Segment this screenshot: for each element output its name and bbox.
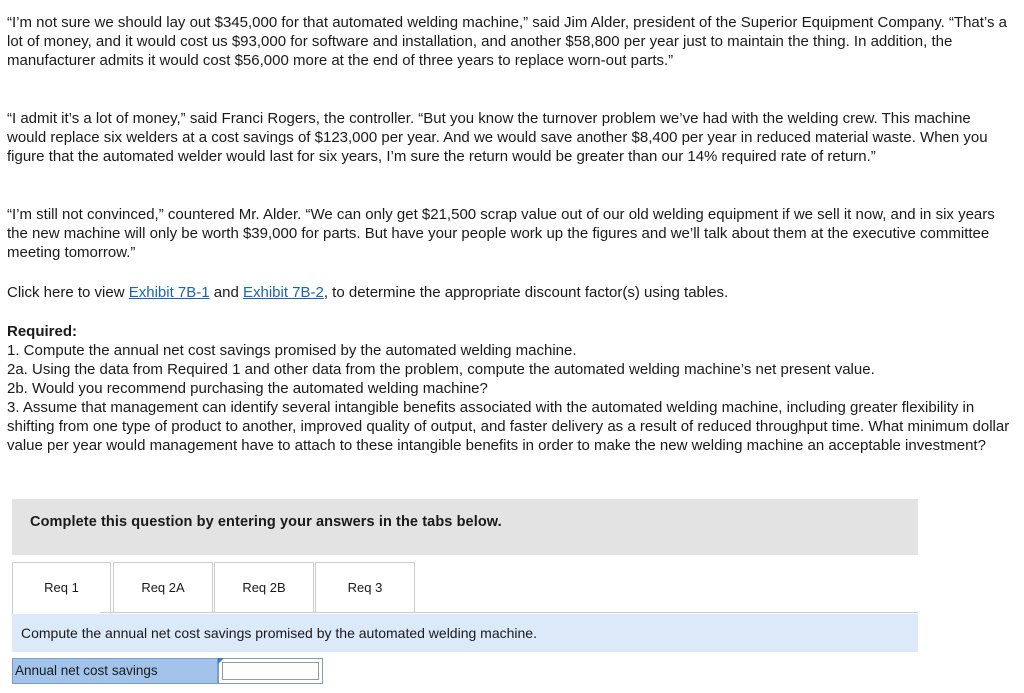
tab-instruction-bar <box>12 614 918 652</box>
tab-req-2b[interactable]: Req 2B <box>214 562 314 613</box>
exhibit-prefix-text: Click here to view <box>7 284 129 301</box>
annual-net-cost-savings-input[interactable] <box>222 662 319 680</box>
input-marker-icon <box>218 658 224 664</box>
exhibit-and-text: and <box>209 284 243 301</box>
problem-paragraph-1: “I’m not sure we should lay out $345,000 for that automated welding machine,” said Jim Alder, president of the Superior Equipment Company. “That’s a lot of money, and it would cost us $93,000 for software and installation, and another $58,800 per year just to maintain the thing. In addition, the manufacturer admits it would cost $56,000 more at the end of three years to replace worn-out parts.” <box>7 14 1007 69</box>
problem-paragraph-2: “I admit it’s a lot of money,” said Franci Rogers, the controller. “But you know the turnover problem we’ve had with the welding crew. This machine would replace six welders at a cost savings of $123,000 per year. And we would save another $8,400 per year in reduced material waste. When you figure that the automated welder would last for six years, I’m sure the return would be greater than our 14% required rate of return.” <box>7 110 988 165</box>
required-item-3: 3. Assume that management can identify several intangible benefits associated with the automated welding machine, including greater flexibility in shifting from one type of product to another, improved quality of output, and faster delivery as a result of reduced throughput time. What minimum dollar value per year would management have to attach to these intangible benefits in order to make the new welding machine an acceptable investment? <box>7 399 1010 454</box>
instructions-banner <box>12 499 918 555</box>
exhibit-suffix-text: , to determine the appropriate discount factor(s) using tables. <box>323 284 729 301</box>
tab-divider <box>100 612 918 613</box>
answer-row <box>12 658 323 684</box>
exhibit-7b-2-link[interactable]: Exhibit 7B-2 <box>242 284 324 301</box>
banner-text: Complete this question by entering your answers in the tabs below. <box>30 514 502 530</box>
required-item-1: 1. Compute the annual net cost savings promised by the automated welding machine. <box>7 342 577 359</box>
tab-req-1[interactable]: Req 1 <box>12 562 111 614</box>
tab-instruction-text: Compute the annual net cost savings promised by the automated welding machine. <box>21 625 537 641</box>
required-heading: Required: <box>7 323 78 340</box>
answer-label: Annual net cost savings <box>12 658 218 684</box>
required-section <box>7 322 1012 455</box>
required-item-2b: 2b. Would you recommend purchasing the automated welding machine? <box>7 380 488 397</box>
tab-req-2a[interactable]: Req 2A <box>113 562 213 613</box>
exhibit-7b-1-link[interactable]: Exhibit 7B-1 <box>128 284 210 301</box>
required-item-2a: 2a. Using the data from Required 1 and other data from the problem, compute the automated welding machine’s net present value. <box>7 361 875 378</box>
answer-input-cell <box>218 658 323 684</box>
requirement-tabs <box>12 562 918 613</box>
problem-paragraph-3: “I’m still not convinced,” countered Mr. Alder. “We can only get $21,500 scrap value out of our old welding equipment if we sell it now, and in six years the new machine will only be worth $39,000 for parts. But have your people work up the figures and we’ll talk about them at the executive committee meeting tomorrow.” <box>7 206 995 261</box>
tab-req-3[interactable]: Req 3 <box>315 562 415 613</box>
exhibit-instructions <box>7 283 1012 302</box>
